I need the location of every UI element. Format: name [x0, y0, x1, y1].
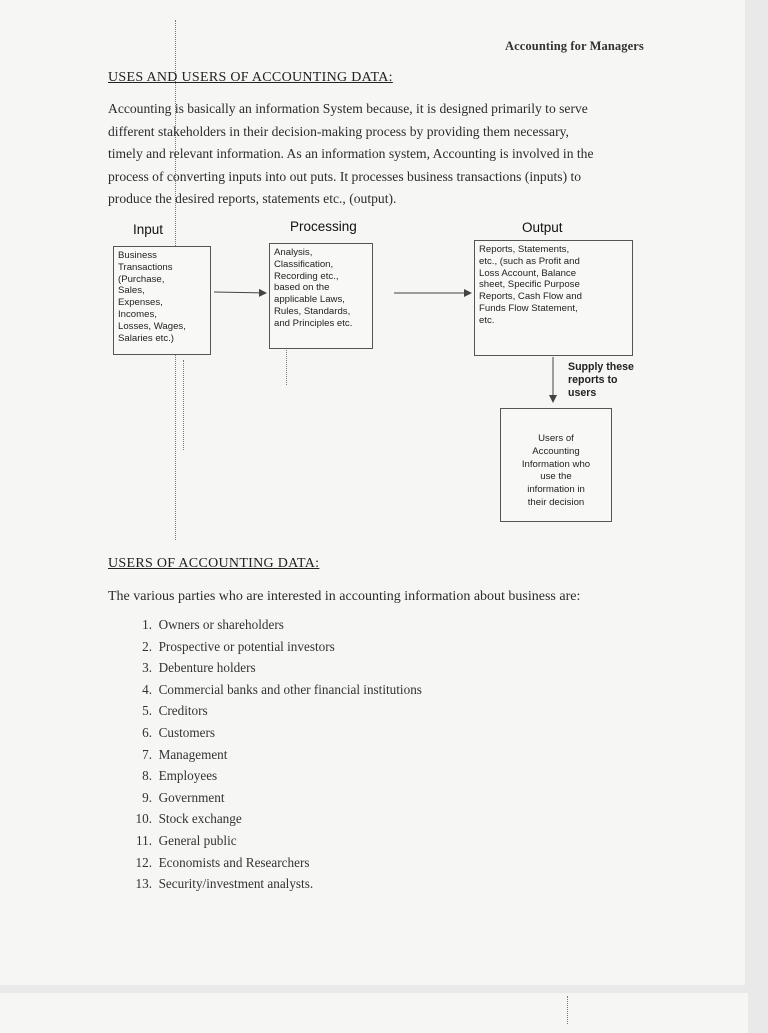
list-number: 1. — [142, 617, 152, 632]
input-box-line: Expenses, — [118, 297, 163, 309]
list-text: Debenture holders — [158, 660, 256, 676]
list-text: Creditors — [158, 703, 208, 719]
list-text: Economists and Researchers — [158, 854, 310, 870]
list-text: Security/investment analysts. — [158, 876, 314, 892]
output-box-line: etc. — [479, 314, 495, 326]
list-text: Owners or shareholders — [158, 617, 284, 632]
users-box-line: information in — [527, 484, 585, 496]
list-text: Commercial banks and other financial institutions — [158, 681, 422, 697]
list-item — [108, 636, 422, 658]
input-box-line: Sales, — [118, 285, 145, 297]
list-number: 2. — [142, 638, 152, 654]
list-text: Employees — [158, 768, 218, 784]
users-box-line: their decision — [527, 496, 585, 508]
list-item — [108, 700, 422, 722]
paragraph-line: Accounting is basically an information System because, it is designed primarily to serve — [108, 101, 588, 116]
list-item — [108, 679, 422, 701]
list-item — [108, 765, 422, 787]
processing-label: Processing — [290, 219, 357, 234]
users-list — [108, 614, 422, 895]
input-box-line: Incomes, — [118, 308, 157, 320]
list-number: 13. — [135, 876, 152, 892]
users-box-line: use the — [540, 471, 572, 483]
processing-box-line: Analysis, — [274, 247, 313, 258]
list-number: 11. — [136, 832, 152, 848]
output-box-line: Loss Account, Balance — [479, 267, 577, 279]
list-item — [108, 722, 422, 744]
list-text: Management — [158, 746, 228, 762]
section-heading-uses: USES AND USERS OF ACCOUNTING DATA: — [108, 70, 393, 85]
list-item — [108, 830, 422, 852]
supply-label-line: Supply these — [568, 361, 634, 373]
list-item — [108, 657, 422, 679]
input-label: Input — [133, 222, 164, 237]
users-box-line: Accounting — [532, 445, 580, 457]
input-box-line: Transactions — [118, 261, 173, 273]
processing-box-line: and Principles etc. — [274, 317, 353, 329]
list-number: 9. — [142, 789, 152, 805]
input-box-line: Business — [118, 250, 157, 261]
input-box-line: Losses, Wages, — [118, 320, 186, 332]
list-number: 7. — [142, 746, 152, 762]
input-box-line: Salaries etc.) — [118, 332, 174, 344]
processing-box-line: Recording etc., — [274, 270, 339, 282]
output-box-line: sheet, Specific Purpose — [479, 279, 580, 291]
list-item — [108, 614, 422, 636]
list-text: Customers — [158, 724, 216, 740]
section-heading-users: USERS OF ACCOUNTING DATA: — [108, 556, 320, 571]
list-number: 8. — [142, 768, 152, 784]
list-item — [108, 787, 422, 809]
paragraph-line: produce the desired reports, statements etc., (output). — [108, 191, 397, 207]
output-box-line: Reports, Statements, — [479, 244, 570, 255]
processing-box-line: based on the — [274, 282, 330, 294]
list-text: Stock exchange — [158, 811, 242, 827]
list-text: Government — [158, 789, 225, 805]
paragraph-line: timely and relevant information. As an information system, Accounting is involved in the — [108, 146, 594, 162]
users-intro-text: The various parties who are interested in accounting information about business are: — [108, 589, 581, 604]
output-box-line: Reports, Cash Flow and — [479, 291, 582, 303]
list-number: 3. — [142, 660, 152, 676]
list-item — [108, 744, 422, 766]
input-box-line: (Purchase, — [118, 273, 165, 285]
output-label: Output — [522, 220, 563, 235]
list-number: 10. — [135, 811, 152, 827]
list-item — [108, 852, 422, 874]
list-text: General public — [158, 832, 237, 848]
list-number: 6. — [142, 724, 152, 740]
paragraph-line: process of converting inputs into out puts. It processes business transactions (inputs) to — [108, 168, 582, 184]
processing-box-line: Classification, — [274, 258, 334, 270]
users-box-line: Information who — [521, 458, 591, 470]
list-item — [108, 808, 422, 830]
paragraph-line: different stakeholders in their decision-making process by providing them necessary, — [108, 123, 569, 139]
list-number: 5. — [142, 703, 152, 719]
output-box-line: etc., (such as Profit and — [479, 255, 580, 267]
list-text: Prospective or potential investors — [158, 638, 335, 654]
processing-box-line: applicable Laws, — [274, 294, 345, 306]
supply-label-line: reports to — [568, 374, 618, 386]
users-box-line: Users of — [538, 433, 574, 444]
list-number: 4. — [142, 681, 152, 697]
running-header: Accounting for Managers — [505, 39, 644, 53]
list-number: 12. — [135, 854, 152, 870]
arrow-input-to-processing — [214, 292, 266, 293]
supply-label-line: users — [568, 387, 597, 399]
output-box-line: Funds Flow Statement, — [479, 302, 578, 314]
processing-box-line: Rules, Standards, — [274, 305, 351, 317]
list-item — [108, 873, 422, 895]
